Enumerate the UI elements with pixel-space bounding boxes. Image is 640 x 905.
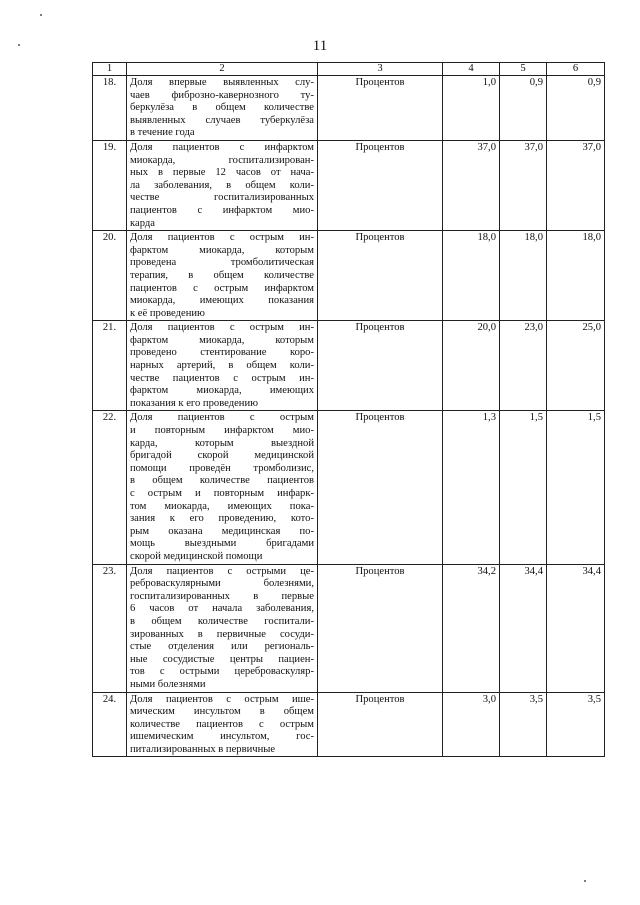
target-value-v6: 0,9 bbox=[547, 76, 605, 141]
row-number: 22. bbox=[93, 411, 127, 564]
indicator-description bbox=[127, 140, 318, 230]
row-number: 21. bbox=[93, 321, 127, 411]
scan-speck bbox=[40, 14, 42, 16]
target-value-v4: 18,0 bbox=[443, 231, 500, 321]
description-line: нарных артерий, в общем коли- bbox=[130, 360, 314, 372]
unit-of-measure: Процентов bbox=[318, 692, 443, 757]
target-value-v5: 0,9 bbox=[500, 76, 547, 141]
target-value-v4: 37,0 bbox=[443, 140, 500, 230]
page-number: 11 bbox=[312, 38, 328, 54]
description-line: Доля пациентов с острым ин- bbox=[130, 322, 314, 334]
description-line: ных в первые 12 часов от нача- bbox=[130, 167, 314, 179]
description-line: мическим инсультом в общем bbox=[130, 706, 314, 718]
target-value-v4: 20,0 bbox=[443, 321, 500, 411]
description-line: питализированных в первичные bbox=[130, 743, 276, 755]
description-line: Доля пациентов с острым ише- bbox=[130, 693, 314, 705]
indicator-description bbox=[127, 692, 318, 757]
description-line: проведена тромболитическая bbox=[130, 257, 314, 269]
description-line: миокарда, имеющих показания bbox=[130, 295, 314, 307]
column-header: 2 bbox=[127, 63, 318, 76]
table-row bbox=[93, 692, 605, 757]
description-line: ные сосудистые центры пациен- bbox=[130, 653, 314, 665]
description-line: терапия, в общем количестве bbox=[130, 269, 314, 281]
target-value-v5: 3,5 bbox=[500, 692, 547, 757]
table-row bbox=[93, 140, 605, 230]
description-line: Доля впервые выявленных слу- bbox=[130, 77, 314, 88]
description-line: фарктом миокарда, имеющих bbox=[130, 385, 314, 397]
indicator-description bbox=[127, 321, 318, 411]
row-number: 19. bbox=[93, 140, 127, 230]
description-line: бригадой скорой медицинской bbox=[130, 450, 314, 462]
column-header: 5 bbox=[500, 63, 547, 76]
description-line: к её проведению bbox=[130, 307, 205, 319]
description-line: честве госпитализированных bbox=[130, 192, 314, 204]
target-value-v6: 1,5 bbox=[547, 411, 605, 564]
description-line: и повторным инфарктом мио- bbox=[130, 425, 314, 437]
target-value-v6: 25,0 bbox=[547, 321, 605, 411]
description-line: карда, которым выездной bbox=[130, 437, 314, 449]
description-line: миокарда, госпитализирован- bbox=[130, 154, 314, 166]
description-line: выявленных случаев туберкулёза bbox=[130, 114, 314, 126]
description-line: ишемическим инсультом, гос- bbox=[130, 731, 314, 743]
description-line: тов с острыми цереброваскуляр- bbox=[130, 666, 314, 678]
table-row bbox=[93, 321, 605, 411]
description-line: зированных в первичные сосуди- bbox=[130, 628, 314, 640]
table-header-row bbox=[93, 63, 605, 76]
description-line: стые отделения или региональ- bbox=[130, 641, 314, 653]
row-number: 20. bbox=[93, 231, 127, 321]
description-line: госпитализированных в первые bbox=[130, 590, 314, 602]
target-value-v5: 18,0 bbox=[500, 231, 547, 321]
indicator-table bbox=[92, 62, 605, 757]
target-value-v6: 18,0 bbox=[547, 231, 605, 321]
indicator-description bbox=[127, 76, 318, 141]
indicator-description bbox=[127, 231, 318, 321]
description-line: пациентов с инфарктом мио- bbox=[130, 204, 314, 216]
description-line: в общем количестве пациентов bbox=[130, 475, 314, 487]
unit-of-measure: Процентов bbox=[318, 411, 443, 564]
table-row bbox=[93, 564, 605, 692]
description-line: Доля пациентов с острыми це- bbox=[130, 565, 314, 577]
target-value-v5: 1,5 bbox=[500, 411, 547, 564]
description-line: ла заболевания, в общем коли- bbox=[130, 179, 314, 191]
unit-of-measure: Процентов bbox=[318, 76, 443, 141]
description-line: ными болезнями bbox=[130, 678, 206, 690]
table-row bbox=[93, 231, 605, 321]
description-line: 6 часов от начала заболевания, bbox=[130, 603, 314, 615]
target-value-v5: 23,0 bbox=[500, 321, 547, 411]
target-value-v6: 37,0 bbox=[547, 140, 605, 230]
description-line: беркулёза в общем количестве bbox=[130, 102, 314, 114]
description-line: реброваскулярными болезнями, bbox=[130, 578, 314, 590]
description-line: Доля пациентов с острым bbox=[130, 412, 314, 424]
column-header: 4 bbox=[443, 63, 500, 76]
description-line: карда bbox=[130, 217, 155, 229]
row-number: 18. bbox=[93, 76, 127, 141]
target-value-v4: 3,0 bbox=[443, 692, 500, 757]
column-header: 6 bbox=[547, 63, 605, 76]
description-line: фарктом миокарда, которым bbox=[130, 334, 314, 346]
unit-of-measure: Процентов bbox=[318, 564, 443, 692]
target-value-v4: 1,3 bbox=[443, 411, 500, 564]
row-number: 23. bbox=[93, 564, 127, 692]
unit-of-measure: Процентов bbox=[318, 140, 443, 230]
description-line: честве пациентов с острым ин- bbox=[130, 372, 314, 384]
table-row bbox=[93, 76, 605, 141]
indicator-description bbox=[127, 411, 318, 564]
description-line: количестве пациентов с острым bbox=[130, 718, 314, 730]
target-value-v4: 34,2 bbox=[443, 564, 500, 692]
scan-speck bbox=[584, 880, 586, 882]
description-line: помощи проведён тромболизис, bbox=[130, 462, 314, 474]
description-line: с острым и повторным инфарк- bbox=[130, 488, 314, 499]
target-value-v5: 34,4 bbox=[500, 564, 547, 692]
description-line: пациентов с острым инфарктом bbox=[130, 282, 314, 294]
target-value-v5: 37,0 bbox=[500, 140, 547, 230]
description-line: в течение года bbox=[130, 127, 195, 139]
scan-speck bbox=[18, 44, 20, 46]
description-line: скорой медицинской помощи bbox=[130, 550, 263, 562]
description-line: рым оказана медицинская по- bbox=[130, 525, 314, 537]
column-header: 1 bbox=[93, 63, 127, 76]
table-row bbox=[93, 411, 605, 564]
description-line: показания к его проведению bbox=[130, 397, 259, 409]
target-value-v6: 34,4 bbox=[547, 564, 605, 692]
description-line: Доля пациентов с острым ин- bbox=[130, 232, 314, 244]
description-line: мощь выездными бригадами bbox=[130, 538, 314, 550]
indicator-description bbox=[127, 564, 318, 692]
description-line: Доля пациентов с инфарктом bbox=[130, 141, 314, 153]
description-line: том миокарда, имеющих пока- bbox=[130, 500, 314, 512]
description-line: фарктом миокарда, которым bbox=[130, 244, 314, 256]
description-line: проведено стентирование коро- bbox=[130, 347, 314, 359]
description-line: зания к его проведению, кото- bbox=[130, 513, 314, 525]
description-line: в общем количестве госпитали- bbox=[130, 615, 314, 627]
description-line: чаев фиброзно-кавернозного ту- bbox=[130, 89, 314, 101]
target-value-v6: 3,5 bbox=[547, 692, 605, 757]
unit-of-measure: Процентов bbox=[318, 321, 443, 411]
unit-of-measure: Процентов bbox=[318, 231, 443, 321]
target-value-v4: 1,0 bbox=[443, 76, 500, 141]
row-number: 24. bbox=[93, 692, 127, 757]
column-header: 3 bbox=[318, 63, 443, 76]
